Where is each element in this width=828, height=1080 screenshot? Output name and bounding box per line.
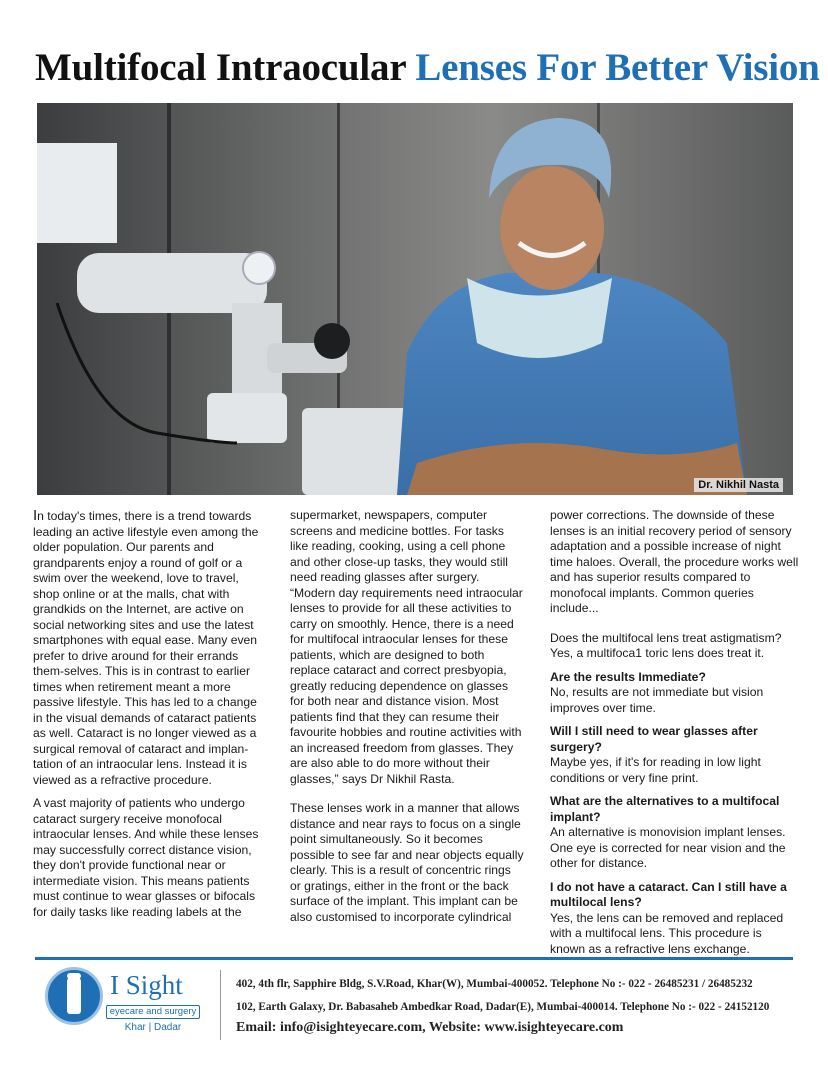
answer: No, results are not immediate but vision improves over time.	[550, 685, 764, 715]
article-column-1	[33, 508, 265, 920]
address-dadar: 102, Earth Galaxy, Dr. Babasaheb Ambedkar Road, Dadar(E), Mumbai-400014. Telephone No :- 022 - 24152120	[236, 1001, 770, 1013]
question: I do not have a cataract. Can I still have a multilocal lens?	[550, 879, 787, 909]
photo-caption: Dr. Nikhil Nasta	[694, 478, 783, 492]
question: Will I still need to wear glasses after surgery?	[550, 724, 758, 754]
paragraph: power corrections. The downside of these lenses is an initial recovery period of sensory adaptation and a possible increase of night time haloes. Overall, the procedure works well and has superior results compared to monofocal implants. Common queries include...	[550, 508, 799, 615]
article-column-2	[290, 508, 524, 933]
address-khar: 402, 4th flr, Sapphire Bldg, S.V.Road, Khar(W), Mumbai-400052. Telephone No :- 022 - 26485231 / 26485232	[236, 978, 753, 990]
quote-paragraph: “Modern day requirements need intraocular lenses to provide for all these activities to carry on smoothly. Hence, there is a need for multifocal intraocular lenses for these patients, which are designed to both replace cataract and correct presbyopia, greatly reducing dependence on glasses for both near and distance vision. Most patients find that they can resume their favourite hobbies and routine activities with an increased freedom from glasses. They are also able to do more without their glasses,” says Dr Nikhil Rasta.	[290, 585, 523, 786]
title-part-blue: Lenses For Better Vision	[415, 46, 820, 89]
paragraph-text: n today's times, there is a trend towards leading an active lifestyle even among the older population. Our parents and grandparents enjoy a round of golf or a swim over the weekend, love to travel, shop online or at the malls, chat with grandkids on the Internet, are active on social networking sites and use the latest smartphones with equal ease. Many even prefer to drive around for their errands them-selves. This is in contrast to earlier times when retirement meant a more passive lifestyle. This has led to a change in the visual demands of cataract patients as well. Cataract is no longer viewed as a surgical removal of cataract and implan-tation of an intraocular lens. Instead it is viewed as a refractive procedure.	[33, 509, 259, 787]
brand-tagline: eyecare and surgery	[106, 1005, 200, 1019]
doctor-photo	[37, 103, 793, 495]
question: Does the multifocal lens treat astigmatism?	[550, 630, 782, 645]
footer-separator	[220, 970, 221, 1040]
contact-line: Email: info@isighteyecare.com, Website: www.isighteyecare.com	[236, 1020, 624, 1035]
paragraph	[33, 508, 265, 788]
photo-illustration	[37, 103, 793, 495]
paragraph: A vast majority of patients who undergo cataract surgery receive monofocal intraocular lenses. And while these lenses may successfully correct distance vision, they don't provide functional near or intermediate vision. This means patients must continue to wear glasses or bifocals for daily tasks like reading labels at the	[33, 796, 259, 919]
paragraph: These lenses work in a manner that allows distance and near rays to focus on a single point simultaneously. So it becomes possible to see far and near objects equally clearly. This is a result of concentric rings or gratings, either in the front or the back surface of the implant. This implant can be also customised to incorporate cylindrical	[290, 801, 524, 924]
answer: An alternative is monovision implant lenses. One eye is corrected for near vision and the other for distance.	[550, 825, 786, 870]
question: Are the results Immediate?	[550, 669, 706, 684]
paragraph: supermarket, newspapers, computer screens and medicine bottles. For tasks like reading, cooking, using a cell phone and other close-up tasks, they would still need reading glasses after surgery.	[290, 508, 508, 584]
answer: Maybe yes, if it's for reading in low light conditions or very fine print.	[550, 755, 761, 785]
title-part-black: Multifocal Intraocular	[35, 46, 406, 89]
answer: Yes, a multifoca1 toric lens does treat it.	[550, 646, 765, 660]
drop-cap: I	[33, 507, 38, 524]
logo-i-stem	[67, 978, 81, 1014]
article-title	[35, 40, 820, 96]
answer: Yes, the lens can be removed and replaced with a multifocal lens. This procedure is known as a refractive lens exchange.	[550, 910, 784, 956]
brand-name: I Sight	[110, 970, 183, 1000]
question: What are the alternatives to a multifocal implant?	[550, 794, 780, 824]
article-column-3	[550, 508, 800, 965]
footer-divider	[35, 957, 793, 960]
brand-locations: Khar | Dadar	[124, 1022, 182, 1033]
